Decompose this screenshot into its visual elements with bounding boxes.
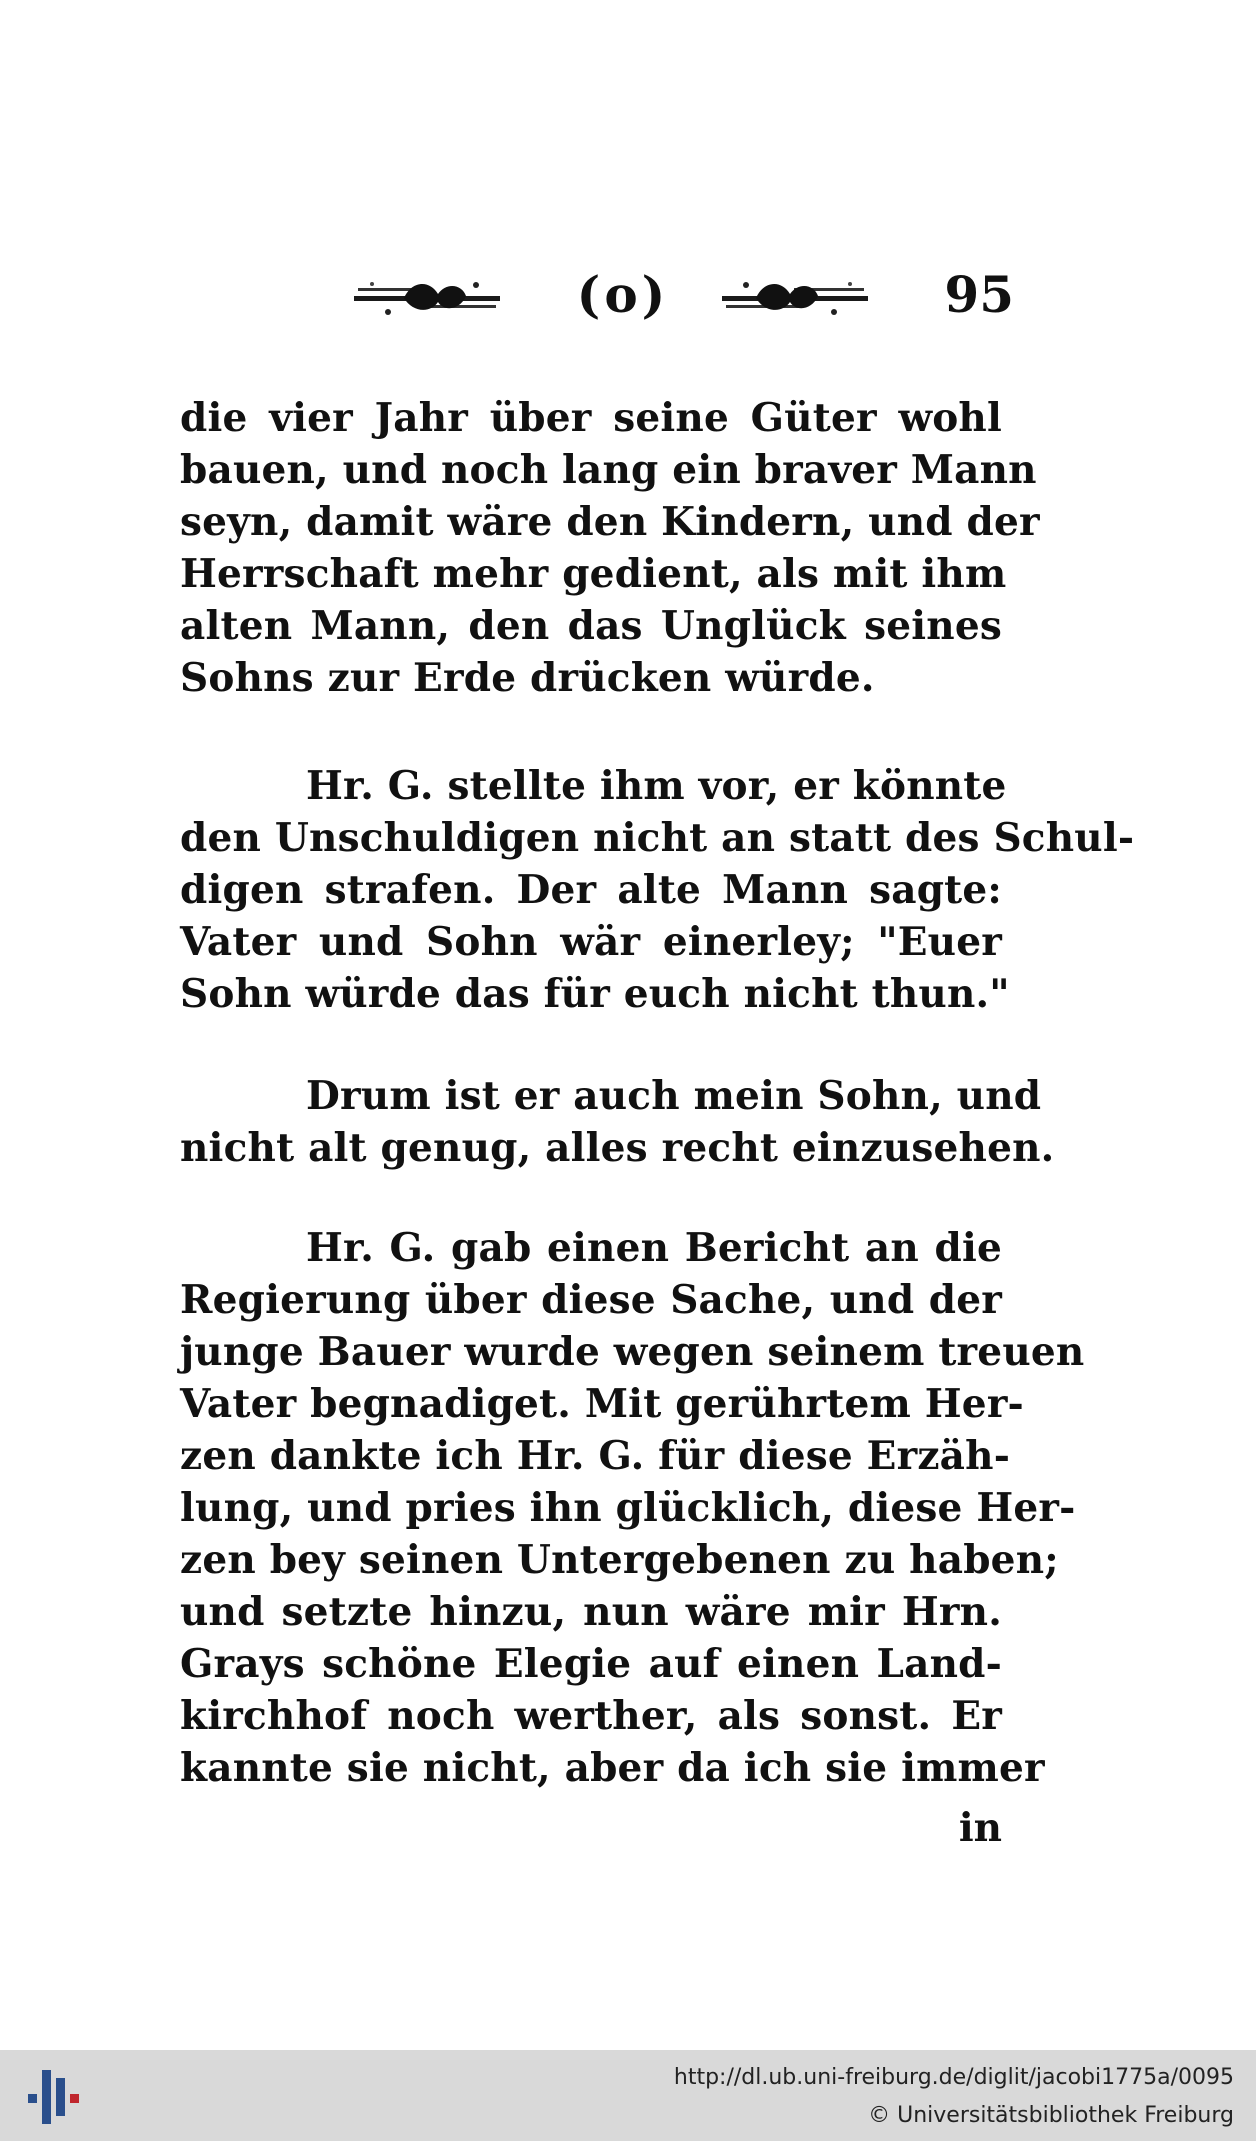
text-line: lung, und pries ihn glücklich, diese Her- [180,1485,1076,1531]
text-line: Vater und Sohn wär einerley; "Euer [180,919,1002,965]
text-line: Vater begnadiget. Mit gerührtem Her- [180,1381,1024,1427]
text-line: Sohns zur Erde drücken würde. [180,655,875,701]
text-line: zen dankte ich Hr. G. für diese Erzäh- [180,1433,1011,1479]
paragraph-3 [180,1070,1055,1174]
left-ornament-icon [352,276,502,320]
document-url-link[interactable]: http://dl.ub.uni-freiburg.de/diglit/jacobi1775a/0095 [673,2065,1234,2090]
signature-mark: (o) [576,265,670,324]
text-line: kannte sie nicht, aber da ich sie immer [180,1745,1045,1791]
viewer-footer [0,2050,1256,2141]
text-line: Sohn würde das für euch nicht thun." [180,971,1010,1017]
text-line: kirchhof noch werther, als sonst. Er [180,1693,1002,1739]
right-ornament-icon [720,276,870,320]
text-line: Drum ist er auch mein Sohn, und [306,1073,1042,1119]
text-line: Grays schöne Elegie auf einen Land- [180,1641,1002,1687]
page-number: 95 [944,265,1014,324]
text-line: Regierung über diese Sache, und der [180,1277,1002,1323]
text-line: zen bey seinen Untergebenen zu haben; [180,1537,1059,1583]
catchword: in [958,1805,1002,1851]
text-line: den Unschuldigen nicht an statt des Schul- [180,815,1135,861]
text-line: und setzte hinzu, nun wäre mir Hrn. [180,1589,1002,1635]
text-line: nicht alt genug, alles recht einzusehen. [180,1125,1055,1171]
page-header [340,262,1012,332]
text-line: Herrschaft mehr gedient, als mit ihm [180,551,1007,597]
text-line: Hr. G. gab einen Bericht an die [306,1225,1002,1271]
text-line: digen strafen. Der alte Mann sagte: [180,867,1002,913]
paragraph-1 [180,392,1040,704]
paragraph-4 [180,1222,1085,1794]
paragraph-2 [180,760,1135,1020]
ub-freiburg-logo-icon [22,2064,82,2128]
text-line: seyn, damit wäre den Kindern, und der [180,499,1040,545]
copyright-notice: © Universitätsbibliothek Freiburg [868,2103,1234,2128]
text-line: die vier Jahr über seine Güter wohl [180,395,1002,441]
text-line: junge Bauer wurde wegen seinem treuen [180,1329,1085,1375]
text-line: bauen, und noch lang ein braver Mann [180,447,1037,493]
text-line: Hr. G. stellte ihm vor, er könnte [306,763,1007,809]
text-line: alten Mann, den das Unglück seines [180,603,1002,649]
